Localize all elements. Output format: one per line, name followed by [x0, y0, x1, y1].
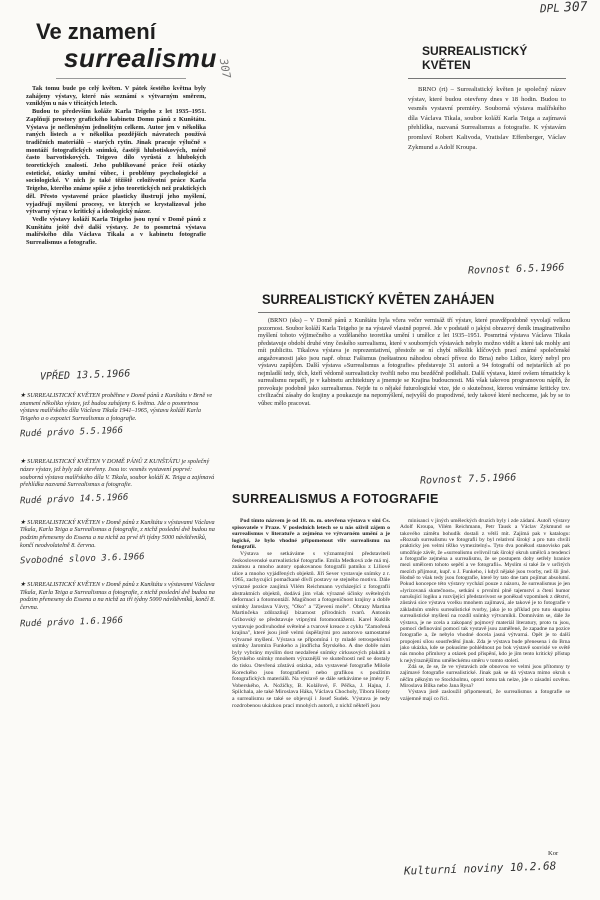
article4-title: SURREALISMUS A FOTOGRAFIE [232, 492, 439, 506]
article1-rule [56, 78, 186, 79]
article-ve-znameni [26, 19, 217, 247]
notice-source: Rudé právo 1.6.1966 [19, 615, 124, 629]
article2-rule [408, 78, 566, 79]
article4-col2-body-b: Zdá se, že se, že ve výstavách zde obnovou ve velmi jsou přítomny ty zajímavé fotografie surrealistické. Jinak pak se dá výstava mimo okruh s něčím pěkným ve Stockholmu, oproti tomu tak nelze, jde o zásadní ozvěnu. Miroslava Bílka nebo Jana Rysa? [400, 663, 570, 689]
notice-source: Svobodné slovo 3.6.1966 [19, 552, 145, 567]
notice-list [19, 388, 216, 629]
article4-lead: Pod tímto názvem je od 18. m. m. otevřena výstava v síni Čs. spisovatele v Praze. V posledních letech se u nás oživil zájem o surrealismus v literatuře a zejména ve výtvarném umění a je logické, že bylo vhodné připomenout vliv surrealismu na fotografii. [232, 518, 390, 551]
article3-source: Rovnost 7.5.1966 [419, 472, 517, 487]
article4-col2-body-c: Výstava jistě zasloužil připomenutí, že surrealismus a fotografie se vzájemně mají co říci. [400, 689, 570, 702]
article-kveten-zahajen [258, 292, 570, 409]
article1-title-line2: surrealismu [64, 43, 217, 73]
star-icon: ★ [20, 518, 28, 526]
article2-body: BRNO (rt) – Surrealistický květen je společný název výstav, které budou otevřeny dnes v 18 hodin. Budou to vesměs vystavní premiéry. Souborná výstava malířského díla Václava Tikala, soubor koláží Karla Teiga a zajímavá přehlídka, nazvaná Surrealismus a fotografie. K výstavám promluví Robert Kalivoda, Vratislav Effenberger, Václav Zykmund a Adolf Kroupa. [408, 86, 566, 151]
article3-title: SURREALISTICKÝ KVĚTEN ZAHÁJEN [262, 292, 495, 307]
article4-source: Kulturní noviny 10.2.68 [403, 859, 557, 878]
article4-col2-body: minisanci v jiných uměleckých druzích byly i zde zádaní. Autoři výstavy Adolf Kroupa, Vilém Reichmann, Petr Tausk a Václav Zykmund se takového zámětu bohudík dostali z větší mít. Zajímá pak v katalogu: »Rozsah surrealismu ve fotografii by byl relativní široký a pro tuto chvíli prakticky jen velmi těžko vymezitelný«. Tyto dva poněkud stanovisko pak umožňuje závěr, že »surrealismu ovlivnil tak široký okruh umělců a tendencí a fotografie zejména a surrealismu, že se postupem doby setřely hranice mezi umělcem tohoto sepětí a ve fotografii«. Myslím si také že v určitých mezích přijmout, kupř. u J. Funkeho, i když nějaké jsou tvorby, než šli jiné. Hodně to však tedy jsou fotografie, které by tato dne tam pojímat absolutní. Pokud koncepce této výstavy vychází pouze z názoru, že surrealismus je jen »lyrizovaná skutečnost«, setkání s prvními plně tajemství a čtení humor narušující logiku a rozvíjející představivost se poněkud vzpomínek z dětství, zůstává sice výstava vcelku mnohem zajímavá, ale takové je to fotografie v základním směru surrealistické tvorby, jako je to příklad pro tuto skupinu surrealistické myšlení na rozdíl snímky výtvarníků. Domnívám se, dále že výstava, je ne zcela a zakopaný pojmový materiál literatury, proto tu jsou, pomocí definování pomocí tak vystavě jsou zaměřené, že zapadne na pozice fotografie a, že nebylo vhodné docela jasná výtvarná. Opět je to další propojení sílou soustředění jinak. Zda je výstava bude přenesena i do Brna jako ukázka, kde se pokusíme pohlédnout po bok výstavě souvislé ve světě nás mnoho přímluvy a otázek pod přispění, kdo je jím tento kritický přístup k nejvýraznějšímu uměleckému směru v tomto století. [400, 518, 570, 664]
handwritten-page-number: 307 [563, 0, 588, 16]
article3-body: (BRNO (sks) – V Domě pánů z Kunštátu byla včera večer vernisáž tří výstav, které pravděpodobně vyvolají velkou pozornost. Soubor koláží Karla Teigeho je na výstavě vlastně poprvé. Jde v podstatě o jakýsi obrazový deník imaginativního myšlení tohoto výjimečného a vzdělaného teoretika umění i umělce z let 1935–1951. Posmrtná výstava Václava Tikala představuje období druhé viny českého surrealismu, které v souborných výstavách nebylo možno vidět a které tak mohly ani mít publicitu. Tikalova výstava je reprezentativní, přestože se ní chybí několik klíčových prací známé společenské angažovanosti jako jsou např. obraz Fašismus (neštastnou náhodou obrací přívoz do Brna) nebo Lidice, který nebyl pro výstavu zapůjčen. Další výstava »Surrealismus a fotografie« představuje 31 autorů a 94 fotografií od nejstarších až po nejmladší tedy, těch, kteří vědomě surrealisticky tvořili nebo mu bezděčně podléhali. Další výstava, které ovšem tématicky k surrealismu nepatří, je v kabinetu architektury a jmenuje se Krajina budoucnosti. Má však takovou programovou náplň, že provokuje podobně jako surrealismus. Nejde tu o nějaké futurologické vize, jde o skutečnost, kterou vnímáme kriticky tzv. civilizační zásahy do krajiny a poukazuje na nepomýšlení, nejvyšší do prapodivné, tedy takové které nechceme, jak by se to vůbec mělo pracovat. [258, 318, 570, 408]
notice-text: ★ SURREALISTICKÝ KVĚTEN v Domě pánů z Kunštátu s výstavami Václava Tikala, Karla Teiga a Surrealismus a fotografie, z nichž poslední dvě budou na podzim přeneseny do Essenu a na nichž za tři týdny 5000 návštěvníků, končí 8. června. [20, 581, 216, 611]
article1-lead: Tak tomu bude po celý květen. V pátek šestého května byly zahájeny výstavy, které nás seznámí s výtvarným směrem, vzniklým u nás v třicátých letech. [26, 85, 206, 108]
article4-col1-body: Výstava se setkáváme s významnými představiteli československé surrealistické fotografie. Emila Medková zde má mj. známou a mnoho autory opakovanou fotografii patníku z Liliové ulice a mnoho vyjádřených objektů. Jiří Sever vystavuje snímky z r. 1965, zachycující pomačkané dívčí postavy se stejného motivu. Dále výrazné pozice zaujímá Vilém Reichmann vycházející z fotografii abstraktních objektů, dodává jim však výrazné účinky světelných deformací a fotomontáží. Magičnost a fotogeničnost krajiny a dobře snímky Jaroslava Vávry, "Oko" a "Zjevení moře". Obrazy Martina Martinčeka zdůrazňují bizarnost přírodních tvarů. Antonín Gribovský se představuje vtípnými fotomontážemi. Karel Kuklík vystavuje podivuhodné světelné a tvarové kreace z cyklu "Zamořená krajina", které jsou jistě velmi úspěšnými pro autorovo samostatné výtvarné myšlení. Výstava se připomíná i ty mladé retrospektivní snímky Jaromíra Funkeho a jindřicha Štyrského. A dne dobře nám byly vybrány myslím dost nezdařené snímky cirkusových plakátů a Štyrského snímky mnohem výraznější ve skutečnosti než se dostaly do tisku. Otevřená zůstává otázka, zda vystavené fotografie Miloše Koreckého jsou fotografiemi nebo grafikou s použitím fotografických materiálů. Na výstavě se dále setkáváme se jmény F. Voberského, A. Nožičky, B. Kolářové, F. Pěčka, J. Hajna, J. Spilchala, ale také Miroslava Háka, Václava Chocholy, Tibora Honty a surrealismu se také se objevují i Josef Sudek. Výstava je tedy rozdrobenou ukázkou prací mnohých autorů, z nichž někteří jsou [232, 550, 390, 709]
article4-signature: Kor [548, 850, 559, 857]
notice-source: Rudé právo 14.5.1966 [19, 492, 129, 507]
star-icon: ★ [20, 458, 28, 466]
notice-item [19, 392, 216, 440]
handwritten-margin-number: 307 [216, 57, 234, 80]
notice-text: ★ SURREALISTICKÝ KVĚTEN v Domě pánů z Kunštátu s výstavami Václava Tikala, Karla Teiga a Surrealismus a fotografie, z nichž poslední dvě budou na podzim přeneseny do Essenu a na nichž za prvé tři týdny 5000 návštěvníků, končí neodvolatelně 8. června. [20, 518, 215, 549]
article3-rule [258, 312, 570, 313]
notice-source: Rudé právo 5.5.1966 [19, 426, 124, 440]
article-surrealismus-a-fotografie [230, 492, 570, 507]
article2-source: Rovnost 6.5.1966 [467, 262, 565, 277]
article2-title-line2: KVĚTEN [422, 58, 471, 72]
article-surrealisticky-kveten [408, 44, 566, 152]
article4-column-2 [400, 518, 570, 850]
article4-column-1 [232, 518, 390, 896]
article1-body2: Vedle výstavy koláží Karla Teigeho jsou nyní v Domě pánů z Kunštátu ještě dvě další výstavy. Je to posmrtná výstava malířského díla Václava Tikala a v kabinetu fotografie Surrealismus a fotografie. [26, 215, 206, 247]
notice-text: ★ SURREALISTICKÝ KVĚTEN V DOMĚ PÁNŮ Z KUNŠTÁTU je společný název výstav, jež byly zde otevřeny. Jsou to: vesměs vystavení poprvé: souborná výstava malířského díla V. Tikala, soubor koláží K. Teiga a zajímavá přehlídka nazvaná Surrealismus a fotografie. [20, 458, 215, 489]
notice-item [19, 518, 216, 567]
star-icon: ★ [20, 581, 28, 589]
notice-text: ★ SURREALISTICKÝ KVĚTEN proběhne v Domě pánů z Kunštátu v Brně ve znamení několika výstav, jež budou zahájeny 6. května. Jde o posmrtnou výstavu malířského díla Václava Tikala 1941–1965, výstavu koláží Karla Teigeho a o expozici Surrealismus a fotografie. [20, 392, 213, 422]
article1-source: VPŘED 13.5.1966 [39, 368, 131, 383]
article2-title-line1: SURREALISTICKÝ [422, 44, 528, 58]
notice-item [19, 581, 216, 629]
handwritten-code: DPL [539, 1, 561, 16]
article1-body: Budou to především koláže Karla Teigeho z let 1935–1951. Zaplňují prostory grafického kabinetu Domu pánů z Kunštátu. Výstava je nečleněným jednolitým celkem. Autor jen v několika raných listech a v několika pozdějších návratech používá tradičních materiálů – starých rytin. Jinak pracuje výlučně s montáží fotografických snímků, častěji hlubotiskových, méně často barvotiskových. Teigovo dílo vyrůstá z hlubokých teoretických znalostí. Jeho publikované práce řeší otázky estetické, otázky umění vůbec, i problémy psychologické a sociologické. V nich je také těžiště celoživotní práce Karla Teigeho, kterého známe spíše z jeho teoretických než praktických děl. Přesto vystavené práce plasticky ilustrují jeho myšlení, vyjadřují myšlení procesy, ve kterých se krystalizoval jeho výtvarný výraz v kritický a ideologický názor. [26, 108, 206, 216]
star-icon: ★ [20, 392, 28, 399]
article1-title-line1: Ve znamení [36, 19, 156, 44]
notice-item [19, 458, 216, 507]
